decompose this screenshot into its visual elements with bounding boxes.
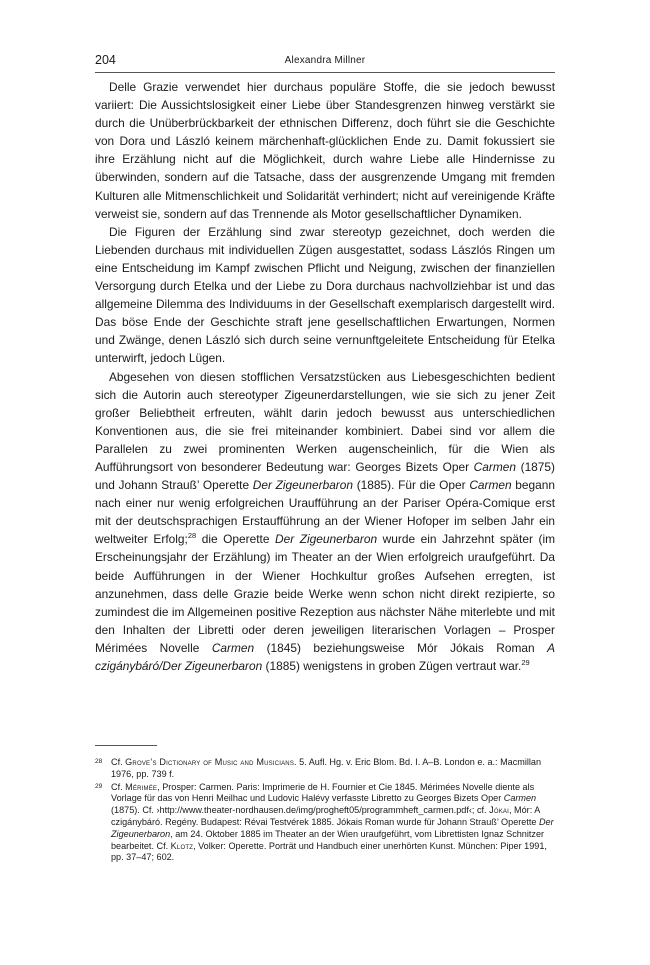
text-run: , Mór: A czigánybáró. Regény. Budapest: Révai Testvérek 1885. Jókais Roman wurde für Johann Strauß’ Operette xyxy=(111,805,540,827)
footnote-number: 29 xyxy=(95,782,103,790)
italic-title: Der Zigeunerbaron xyxy=(275,532,378,547)
footnotes xyxy=(95,757,555,864)
footnote-text xyxy=(111,757,541,779)
footnote xyxy=(95,782,555,865)
text-run: , Prosper: Carmen. Paris: Imprimerie de H. Fournier et Cie 1845. Mérimées Novelle diente als Vorlage für das von Henri Meilhac und Ludovic Halévy verfasste Libretto zu Georges Bizets Oper xyxy=(111,781,535,804)
text-run: Cf. xyxy=(111,781,126,792)
text-run: (1875) und Johann Strauß’ Operette xyxy=(95,459,555,493)
italic-title: Carmen xyxy=(503,793,537,804)
text-run: wurde ein Jahrzehnt später (im Erscheinungsjahr der Erzählung) im Theater an der Wien erfolgreich uraufgeführt. Da beide Aufführungen in der Wiener Hochkultur großes Aufsehen erregten, ist anzunehmen, dass delle Grazie beide Werke wenn schon nicht direkt rezipierte, so zumindest die im Allgemeinen positive Rezeption aus nächster Nähe miterlebte und mit den Inhalten der Libretti oder deren jeweiligen literarischen Vorlagen – Prosper Mérimées Novelle xyxy=(95,532,555,655)
text-run: . 5. Aufl. Hg. v. Eric Blom. Bd. I. A–B. London e. a.: Macmillan 1976, pp. 739 f. xyxy=(111,757,542,779)
footnote-reference: 29 xyxy=(521,658,530,668)
small-caps-name: Jókai xyxy=(489,805,509,816)
italic-title: A czigánybáró/Der Zigeunerbaron xyxy=(95,640,555,673)
text-run: begann nach einer nur wenig erfolgreichen Uraufführung an der Pariser Opéra-Comique erst mit der deutschsprachigen Erstaufführung an der Wiener Hofoper im selben Jahr ein weltweiter Erfolg; xyxy=(95,478,555,547)
italic-title: Der Zigeunerbaron xyxy=(111,816,554,839)
italic-title: Carmen xyxy=(473,459,516,474)
main-text xyxy=(95,78,555,675)
text-run: (1885) wenigstens in groben Zügen vertraut war. xyxy=(262,659,522,673)
paragraph xyxy=(95,78,555,223)
running-author: Alexandra Millner xyxy=(284,55,366,66)
italic-title: Carmen xyxy=(469,478,512,493)
text-run: (1845) beziehungsweise Mór Jókais Roman xyxy=(254,640,548,655)
text-run: (1885). Für die Oper xyxy=(353,478,470,493)
text-run: Abgesehen von diesen stofflichen Versatzstücken aus Liebesgeschichten bedient sich die Autorin auch stereotyper Zigeunerdarstellungen, wie sie sich zu jener Zeit großer Beliebtheit erfreuten, wählt darin jedoch bewusst aus unterschiedlichen Konventionen aus, die sie frei miteinander kombiniert. Dabei sind vor allem die Parallelen zu zwei prominenten Werken augenscheinlich, für die Wien als Aufführungsort von besonderer Bedeutung war: Georges Bizets Oper xyxy=(95,369,555,474)
running-header xyxy=(95,52,555,73)
footnote-rule xyxy=(95,745,157,746)
text-run: Die Figuren der Erzählung sind zwar stereotyp gezeichnet, doch werden die Liebenden durchaus mit individuellen Zügen ausgestattet, sodass Lászlós Ringen um eine Entscheidung im Kampf zwischen Pflicht und Neigung, zwischen der finanziellen Versorgung durch Etelka und der Liebe zu Dora durchaus nachvollziehbar ist und das allgemeine Dilemma des Individuums in der Gesellschaft exemplarisch dargestellt wird. Das böse Ende der Geschichte straft jene gesellschaftlichen Erwartungen, Normen und Zwänge, denen László sich durch seine vernunftgeleitete Entscheidung für Etelka unterwirft, jedoch Lügen. xyxy=(95,224,555,366)
page-number: 204 xyxy=(95,53,116,67)
small-caps-name: Grove’s Dictionary of Music and Musicians xyxy=(125,757,295,767)
italic-title: Carmen xyxy=(211,640,255,655)
text-run: , am 24. Oktober 1885 im Theater an der Wien uraufgeführt, vom Librettisten Ignaz Schnitzer bearbeitet. Cf. xyxy=(111,828,545,851)
small-caps-name: Klotz xyxy=(170,840,194,851)
text-run: Delle Grazie verwendet hier durchaus populäre Stoffe, die sie jedoch bewusst variiert: Die Aussichtslosigkeit einer Liebe über Standesgrenzen hinweg verstärkt sie durch die Unüberbrückbarkeit der ethnischen Differenz, doch führt sie die Geschichte von Dora und László keinem märchenhaft-glücklichen Ende zu. Damit fokussiert sie ihre Erzählung nicht auf die Möglichkeit, durch wahre Liebe alle Hindernisse zu überwinden, sondern auf die Tatsache, dass der ausgrenzende Umgang mit fremden Kulturen alle Mitmenschlichkeit und Solidarität verhindert; nicht auf vereinigende Kräfte verweist sie, sondern auf das Trennende als Motor gesellschaftlicher Dynamiken. xyxy=(95,80,555,221)
paragraph xyxy=(95,368,555,676)
footnote-number: 28 xyxy=(95,758,103,765)
italic-title: Der Zigeunerbaron xyxy=(252,478,353,493)
paragraph xyxy=(95,223,555,368)
text-run: (1875). Cf. ›http://www.theater-nordhausen.de/img/progheft05/programmheft_carmen.pdf‹; cf. xyxy=(111,805,490,816)
footnote-reference: 28 xyxy=(187,531,197,541)
small-caps-name: Mérimée xyxy=(125,781,158,792)
footnote xyxy=(95,757,555,781)
footnote-text xyxy=(111,782,554,863)
text-run: , Volker: Operette. Porträt und Handbuch einer unerhörten Kunst. München: Piper 1991, pp. 37–47; 602. xyxy=(111,840,547,863)
text-run: Cf. xyxy=(111,757,126,767)
text-run: die Operette xyxy=(196,532,276,547)
